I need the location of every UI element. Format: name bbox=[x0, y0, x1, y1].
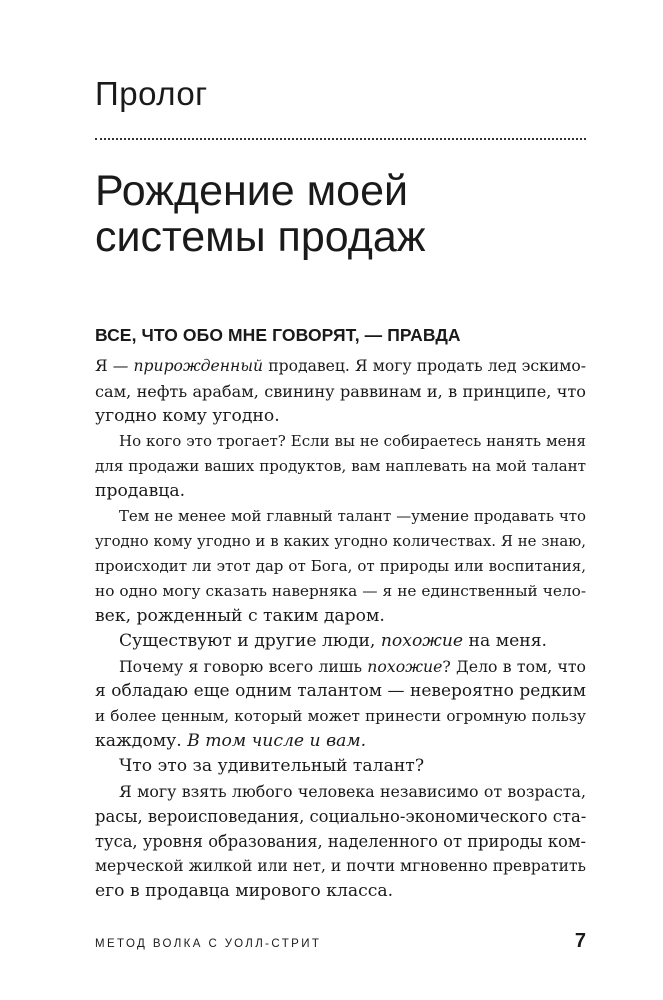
text-line: и более ценным, который может принести огромную пользу bbox=[95, 707, 586, 725]
chapter-title bbox=[95, 168, 595, 260]
chapter-title-line: системы продаж bbox=[95, 213, 426, 261]
text-line: Существуют и другие люди, похожие на меня. bbox=[119, 631, 548, 651]
text-line: угодно кому угодно и в каких угодно количествах. Я не знаю, bbox=[95, 532, 586, 550]
emphasis-text: похожие bbox=[380, 631, 464, 651]
text-line: сам, нефть арабам, свинину раввинам и, в принципе, что bbox=[95, 382, 586, 401]
text-line: Я — прирожденный продавец. Я могу продать лед эскимо- bbox=[95, 357, 586, 375]
text-line: Что это за удивительный талант? bbox=[119, 756, 425, 776]
text-line: каждому. В том числе и вам. bbox=[95, 731, 367, 751]
text-line: туса, уровня образования, наделенного от природы ком- bbox=[95, 832, 586, 851]
text-line: для продажи ваших продуктов, вам наплевать на мой талант bbox=[95, 457, 586, 475]
emphasis-text: прирожденный bbox=[133, 357, 264, 375]
dotted-divider bbox=[95, 138, 586, 140]
text-line: происходит ли этот дар от Бога, от природы или воспитания, bbox=[95, 557, 586, 575]
text-line: продавца. bbox=[95, 481, 186, 501]
text-line: Я могу взять любого человека независимо от возраста, bbox=[119, 782, 586, 801]
text-line: угодно кому угодно. bbox=[95, 406, 280, 426]
text-line: мерческой жилкой или нет, и почти мгновенно превратить bbox=[95, 857, 586, 875]
text-line: Но кого это трогает? Если вы не собираетесь нанять меня bbox=[119, 432, 586, 450]
text-line: его в продавца мирового класса. bbox=[95, 881, 394, 901]
text-line: век, рожденный с таким даром. bbox=[95, 606, 385, 626]
section-heading: ВСЕ, ЧТО ОБО МНЕ ГОВОРЯТ, — ПРАВДА bbox=[95, 325, 461, 345]
text-line: Тем не менее мой главный талант —умение продавать что bbox=[119, 507, 586, 525]
running-footer-title: МЕТОД ВОЛКА С УОЛЛ-СТРИТ bbox=[95, 938, 322, 950]
body-text bbox=[95, 354, 586, 904]
text-line: я обладаю еще одним талантом — невероятно редким bbox=[95, 681, 586, 701]
text-line: но одно могу сказать наверняка — я не единственный чело- bbox=[95, 582, 586, 600]
page-number: 7 bbox=[574, 930, 586, 952]
emphasis-text: похожие bbox=[367, 657, 443, 676]
emphasis-text: В том числе и вам. bbox=[187, 731, 367, 751]
prologue-label: Пролог bbox=[95, 75, 208, 112]
text-line: расы, вероисповедания, социально-экономического ста- bbox=[95, 807, 587, 826]
chapter-title-line: Рождение моей bbox=[95, 167, 409, 215]
text-line: Почему я говорю всего лишь похожие? Дело в том, что bbox=[119, 657, 586, 676]
